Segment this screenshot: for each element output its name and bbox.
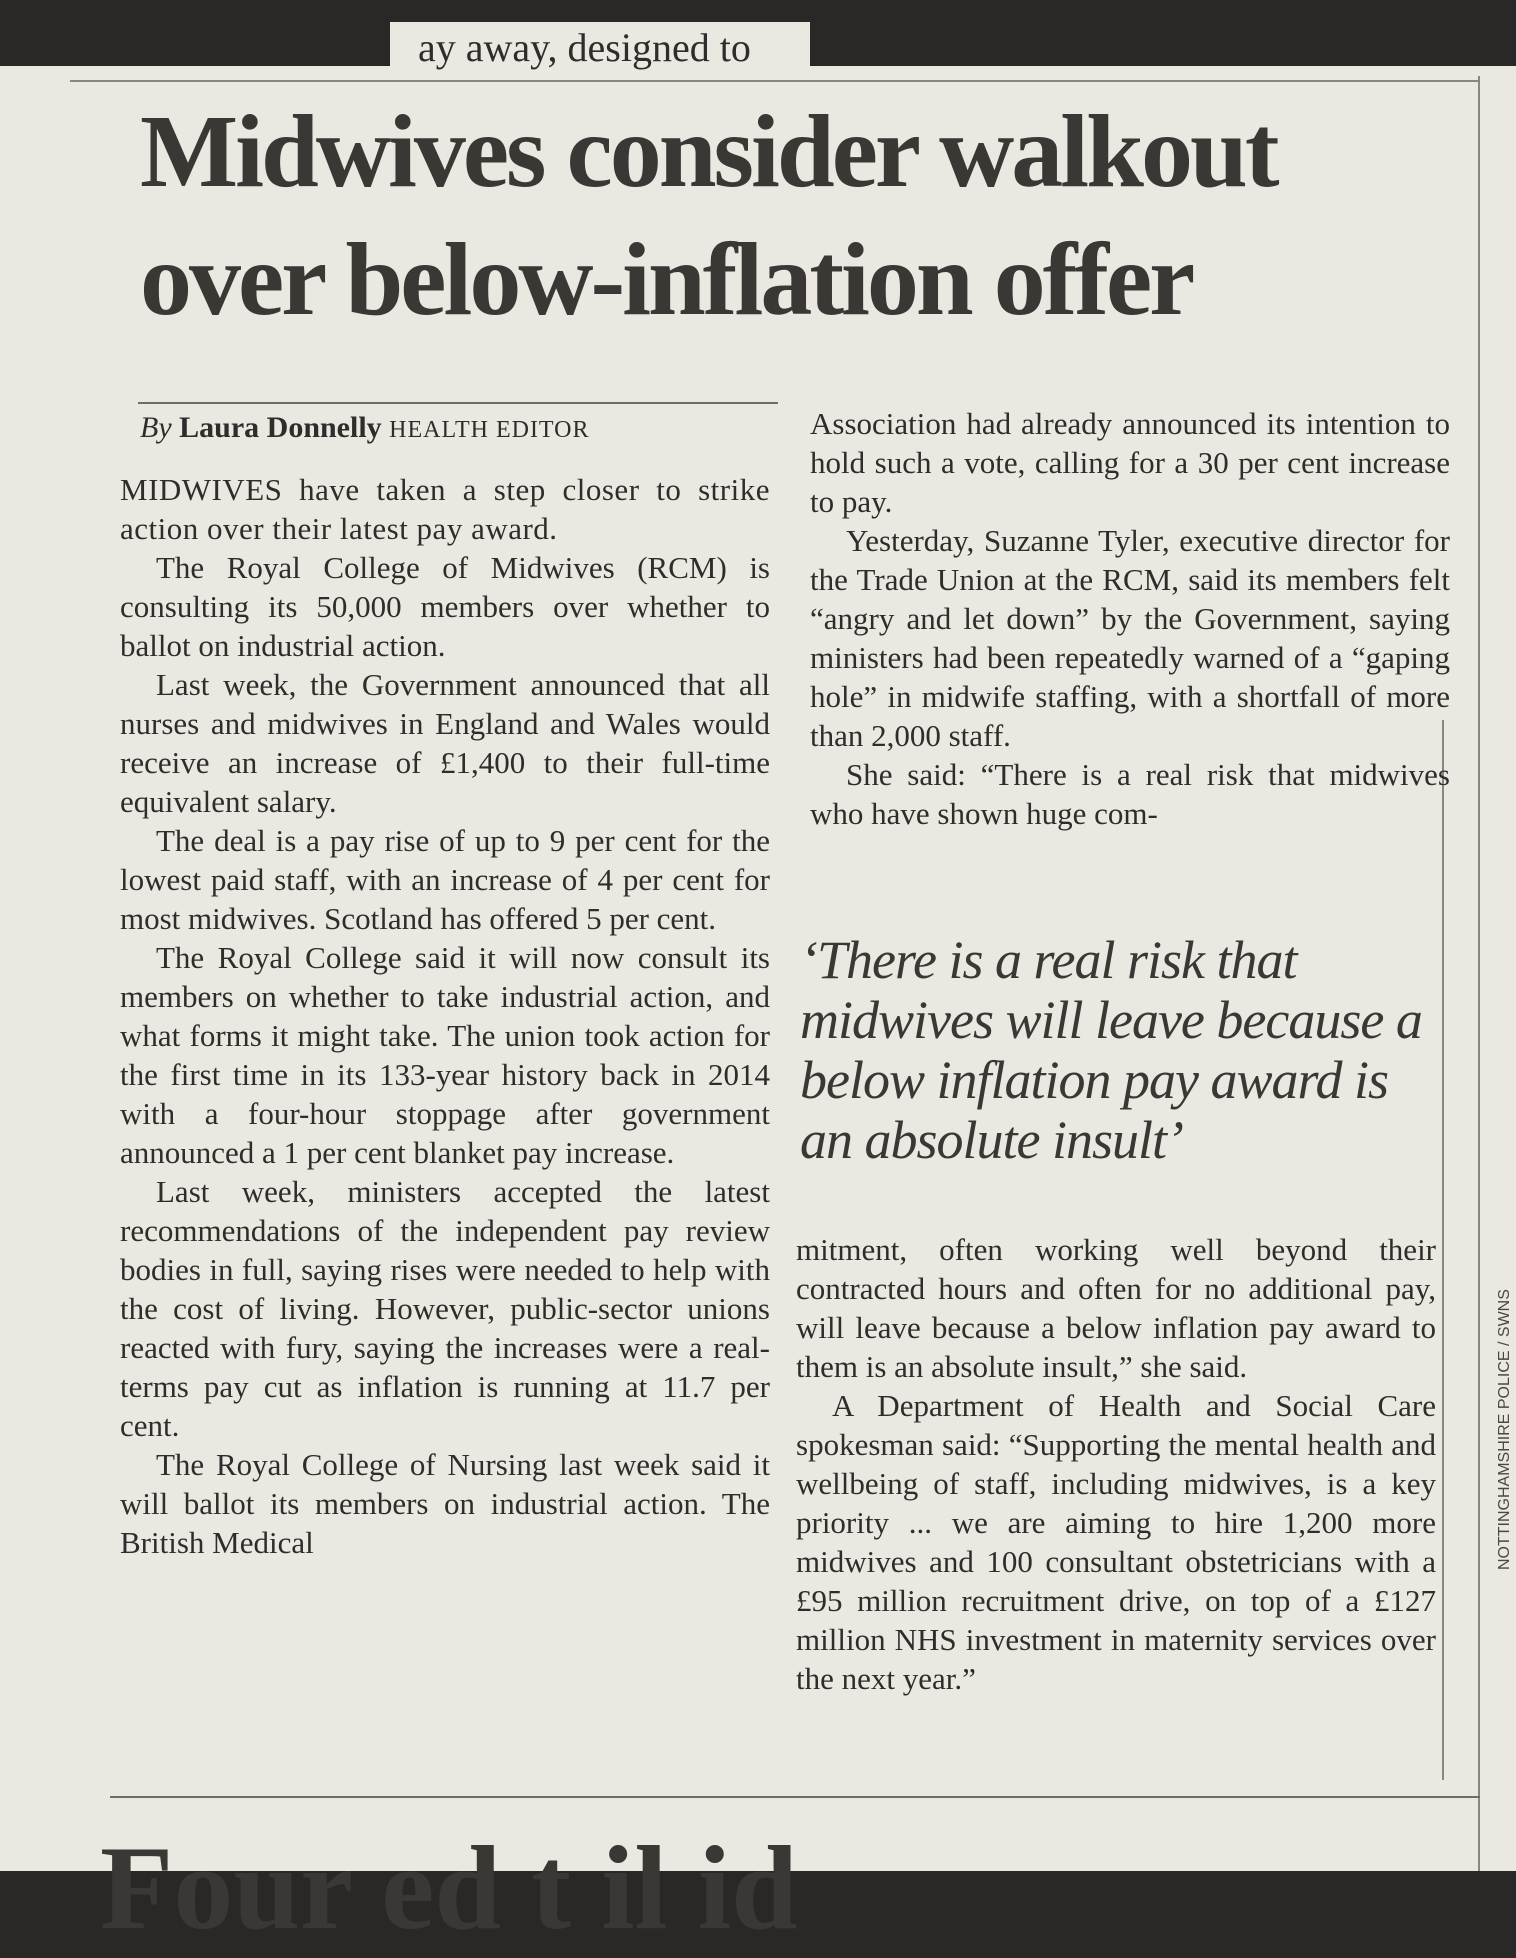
byline-author: Laura Donnelly bbox=[179, 411, 382, 444]
top-rule bbox=[70, 80, 1480, 82]
article-column-1 bbox=[120, 470, 770, 1562]
paragraph: The deal is a pay rise of up to 9 per cent for the lowest paid staff, with an increase of 4 per cent for most midwives. Scotland has offered 5 per cent. bbox=[120, 823, 770, 936]
next-article-headline-fragment: Four ed t il id bbox=[100, 1821, 798, 1954]
article-column-2-top bbox=[810, 404, 1450, 833]
paragraph: Last week, the Government announced that all nurses and midwives in England and Wales would receive an increase of £1,400 to their full-time equivalent salary. bbox=[120, 667, 770, 819]
right-column-border bbox=[1478, 76, 1480, 1871]
byline bbox=[140, 408, 780, 450]
paragraph: Yesterday, Suzanne Tyler, executive director for the Trade Union at the RCM, said its members felt “angry and let down” by the Government, saying ministers had been repeatedly warned of a “gaping hole” in midwife staffing, with a shortfall of more than 2,000 staff. bbox=[810, 523, 1450, 753]
paragraph: The Royal College said it will now consult its members on whether to take industrial action, and what forms it might take. The union took action for the first time in its 133-year history back in 2014 with a four-hour stoppage after government announced a 1 per cent blanket pay increase. bbox=[120, 940, 770, 1170]
paragraph: A Department of Health and Social Care spokesman said: “Supporting the mental health and wellbeing of staff, including midwives, is a key priority ... we are aiming to hire 1,200 more midwives and 100 consultant obstetricians with a £95 million recruitment drive, on top of a £127 million NHS investment in maternity services over the next year.” bbox=[796, 1388, 1436, 1696]
pull-quote: ‘There is a real risk that midwives will leave because a below inflation pay award is an absolute insult’ bbox=[800, 930, 1422, 1170]
paragraph: Last week, ministers accepted the latest recommendations of the independent pay review bodies in full, saying rises were needed to help with the cost of living. However, public-sector unions reacted with fury, saying the increases were a real-terms pay cut as inflation is running at 11.7 per cent. bbox=[120, 1174, 770, 1443]
bottom-rule bbox=[110, 1796, 1480, 1798]
article-column-2-bottom bbox=[796, 1230, 1436, 1698]
paragraph: She said: “There is a real risk that midwives who have shown huge com- bbox=[810, 757, 1450, 831]
paragraph: The Royal College of Midwives (RCM) is consulting its 50,000 members over whether to ballot on industrial action. bbox=[120, 550, 770, 663]
previous-article-fragment: ay away, designed to bbox=[418, 25, 751, 70]
article-headline: Midwives consider walkout over below-inflation offer bbox=[140, 94, 1277, 337]
paragraph: mitment, often working well beyond their contracted hours and often for no additional pay, will leave because a below inflation pay award to them is an absolute insult,” she said. bbox=[796, 1232, 1436, 1384]
byline-role: HEALTH EDITOR bbox=[389, 417, 590, 443]
paragraph: MIDWIVES have taken a step closer to strike action over their latest pay award. bbox=[120, 472, 770, 546]
clipping-top-tab bbox=[390, 22, 810, 82]
byline-by: By bbox=[140, 411, 172, 444]
byline-rule bbox=[138, 402, 778, 404]
adjacent-column-rule bbox=[1442, 720, 1444, 1780]
paragraph: The Royal College of Nursing last week said it will ballot its members on industrial action. The British Medical bbox=[120, 1447, 770, 1560]
photo-credit: NOTTINGHAMSHIRE POLICE / SWNS bbox=[1496, 1289, 1513, 1570]
paragraph: Association had already announced its intention to hold such a vote, calling for a 30 per cent increase to pay. bbox=[810, 406, 1450, 519]
